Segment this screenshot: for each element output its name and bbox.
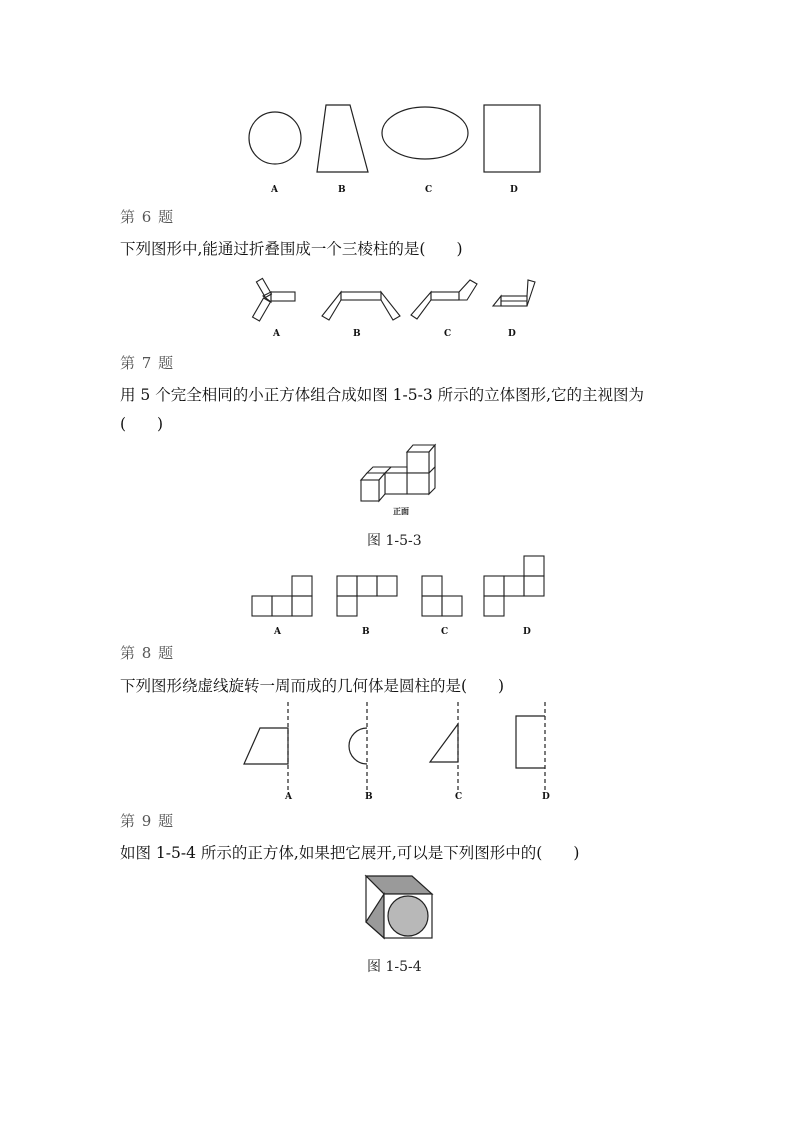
- q8-option-b-shape: [349, 728, 367, 764]
- q5-options-figure: [240, 98, 560, 198]
- q9-cube-figure: [362, 872, 442, 944]
- q6-option-c-net: [411, 280, 477, 319]
- q8-option-a-shape: [244, 728, 288, 764]
- q7-option-a-view: [252, 576, 312, 616]
- q8-number: 第 8 题: [120, 644, 175, 662]
- q8-label-b: B: [365, 792, 373, 802]
- q9-number: 第 9 题: [120, 812, 175, 830]
- q6-option-d-net: [493, 280, 535, 306]
- q7-label-a: A: [274, 627, 281, 637]
- q6-label-b: B: [353, 329, 361, 339]
- q6-label-c: C: [444, 329, 452, 339]
- q6-option-a-net: [253, 278, 295, 321]
- q8-text: 下列图形绕虚线旋转一周而成的几何体是圆柱的是( ): [120, 677, 505, 695]
- q9-text: 如图 1-5-4 所示的正方体,如果把它展开,可以是下列图形中的( ): [120, 844, 580, 862]
- q7-option-c-view: [422, 576, 462, 616]
- q6-label-d: D: [508, 329, 516, 339]
- q5-label-d: D: [510, 185, 518, 195]
- q5-label-a: A: [271, 185, 278, 195]
- q9-circle: [388, 896, 428, 936]
- q6-options-figure: [245, 272, 555, 342]
- q7-cube-stack-figure: [355, 440, 445, 520]
- q8-option-d-shape: [516, 716, 545, 768]
- q8-label-c: C: [455, 792, 463, 802]
- q7-front-label: 正面: [393, 506, 409, 516]
- q8-label-d: D: [542, 792, 550, 802]
- q8-option-c-shape: [430, 724, 458, 762]
- q9-figure-caption: 图 1-5-4: [367, 959, 422, 975]
- q7-option-b-view: [337, 576, 397, 616]
- q5-square-shape: [484, 105, 540, 172]
- q5-label-c: C: [425, 185, 433, 195]
- q7-figure-caption: 图 1-5-3: [367, 533, 422, 549]
- q7-label-b: B: [362, 627, 370, 637]
- q7-options-figure: [248, 555, 548, 640]
- q8-options-figure: [240, 700, 560, 805]
- q7-label-d: D: [523, 627, 531, 637]
- q5-trapezoid-shape: [317, 105, 368, 172]
- q5-ellipse-shape: [382, 107, 468, 159]
- q6-number: 第 6 题: [120, 208, 175, 226]
- q6-label-a: A: [273, 329, 280, 339]
- q7-label-c: C: [441, 627, 449, 637]
- q7-text-line2: ( ): [120, 415, 164, 433]
- q7-text-line1: 用 5 个完全相同的小正方体组合成如图 1-5-3 所示的立体图形,它的主视图为: [120, 386, 645, 404]
- q5-label-b: B: [338, 185, 346, 195]
- q6-option-b-net: [322, 292, 400, 320]
- q7-number: 第 7 题: [120, 354, 175, 372]
- q8-label-a: A: [285, 792, 292, 802]
- q7-option-d-view: [484, 556, 544, 616]
- q6-text: 下列图形中,能通过折叠围成一个三棱柱的是( ): [120, 240, 463, 258]
- q5-circle-shape: [249, 112, 301, 164]
